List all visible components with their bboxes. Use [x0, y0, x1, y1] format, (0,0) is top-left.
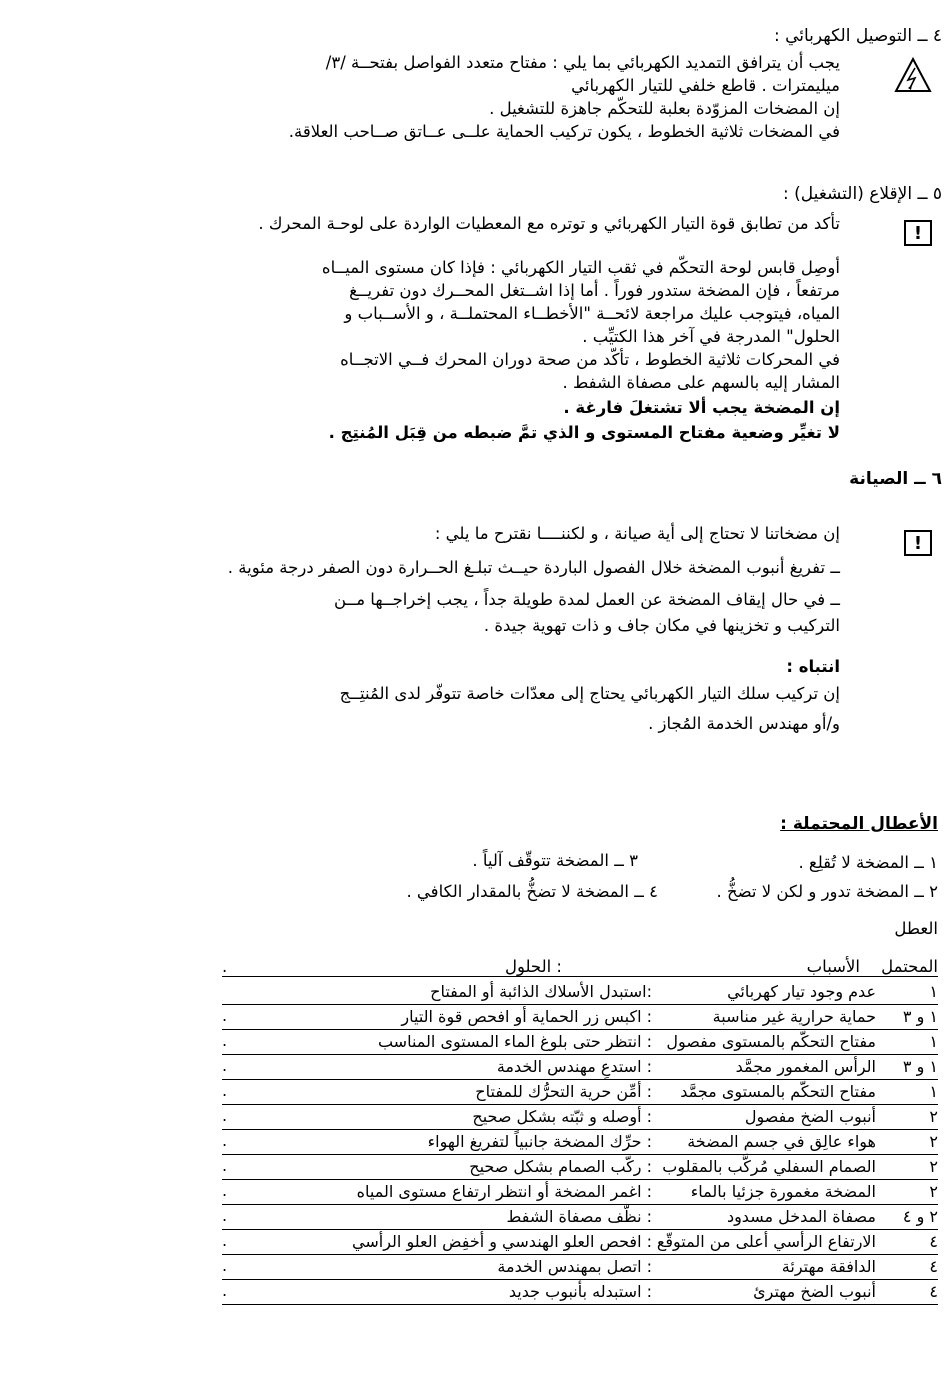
- cause-cell: مفتاح التحكّم بالمستوى مجمَّد: [680, 1082, 876, 1101]
- fault-number: ١ و ٣: [902, 1057, 938, 1076]
- note-title: انتباه :: [786, 657, 840, 676]
- section-5-line: الحلول" المدرجة في آخر هذا الكتيِّب .: [582, 327, 840, 346]
- section-5-line: المشار إليه بالسهم على مصفاة الشفط .: [562, 373, 840, 392]
- table-row: [222, 1055, 938, 1080]
- section-4-line: يجب أن يترافق التمديد الكهربائي بما يلي : مفتاح متعدد الفواصل بفتحــة /٣/: [325, 53, 840, 72]
- table-row: [222, 1280, 938, 1305]
- fault-number: ١ و ٣: [902, 1007, 938, 1026]
- column-header-solutions: : الحلول: [504, 957, 562, 976]
- fault-number: ١: [929, 982, 938, 1001]
- section-6-line: إن مضخاتنا لا تحتاج إلى أية صيانة ، و لكننــــا نقترح ما يلي :: [434, 524, 840, 543]
- section-4-title: ٤ ــ التوصيل الكهربائي :: [773, 26, 942, 46]
- solution-cell: : أوصله و ثبّته بشكل صحيح: [472, 1107, 652, 1126]
- table-row: [222, 1255, 938, 1280]
- section-6-line: التركيب و تخزينها في مكان جاف و ذات تهوية جيدة .: [483, 616, 840, 635]
- electric-hazard-icon: [893, 56, 933, 94]
- cause-cell: الصمام السفلي مُركَّب بالمقلوب: [662, 1157, 876, 1176]
- faults-title: الأعطال المحتملة :: [780, 814, 938, 834]
- solution-cell: : ركّب الصمام بشكل صحيح: [469, 1157, 652, 1176]
- cause-cell: الدافقة مهترئة: [781, 1257, 876, 1276]
- solution-cell: : حرِّك المضخة جانبياً لتفريغ الهواء: [427, 1132, 652, 1151]
- fault-number: ٤: [929, 1282, 938, 1301]
- cause-cell: الارتفاع الرأسي أعلى من المتوقّع: [656, 1232, 876, 1251]
- row-dot: .: [222, 1081, 228, 1100]
- cause-cell: أنبوب الضخ مفصول: [744, 1107, 876, 1126]
- section-5-line: أوصِل قابس لوحة التحكّم في ثقب التيار الكهربائي : فإذا كان مستوى الميــاه: [321, 258, 840, 277]
- section-4-line: ميليمترات . قاطع خلفي للتيار الكهربائي: [571, 76, 840, 95]
- row-dot: .: [222, 1256, 228, 1275]
- fault-number: ١: [929, 1032, 938, 1051]
- section-5-line: مرتفعاً ، فإن المضخة ستدور فوراً . أما إذا اشــتغل المحــرك دون تفريــغ: [349, 281, 840, 300]
- table-top-rule: [222, 976, 938, 977]
- warning-exclamation-icon: !: [904, 530, 932, 556]
- cause-cell: المضخة مغمورة جزئيا بالماء: [690, 1182, 876, 1201]
- table-row: [222, 980, 938, 1005]
- table-row: [222, 1230, 938, 1255]
- section-6-title: ٦ ــ الصيانة: [849, 469, 942, 489]
- row-dot: .: [222, 1156, 228, 1175]
- table-row: [222, 1030, 938, 1055]
- fault-number: ٢: [929, 1132, 938, 1151]
- section-5-warning: لا تغيِّر وضعية مفتاح المستوى و الذي تمَّ ضبطه من قِبَل المُنتِج .: [328, 423, 840, 442]
- solution-cell: : نظّف مصفاة الشفط: [506, 1207, 652, 1226]
- solution-cell: : اكبس زر الحماية أو افحص قوة التيار: [401, 1007, 652, 1026]
- section-5-line: تأكد من تطابق قوة التيار الكهربائي و توتره مع المعطيات الواردة على لوحـة المحرك .: [258, 214, 840, 233]
- fault-item: ١ ــ المضخة لا تُقلِع .: [798, 853, 938, 872]
- column-header-causes: الأسباب: [806, 957, 860, 976]
- fault-item: ٣ ــ المضخة تتوقّف آلياً .: [472, 851, 638, 870]
- solution-cell: : اغمر المضخة أو انتظر ارتفاع مستوى المياه: [356, 1182, 652, 1201]
- row-dot: .: [222, 1106, 228, 1125]
- cause-cell: أنبوب الضخ مهترئ: [753, 1282, 876, 1301]
- section-6-line: ــ تفريغ أنبوب المضخة خلال الفصول الباردة حيــث تبلـغ الحــرارة دون الصفر درجة مئوية .: [227, 558, 840, 577]
- fault-item: ٢ ــ المضخة تدور و لكن لا تضخُّ .: [716, 882, 938, 901]
- solution-cell: : استدعِ مهندس الخدمة: [496, 1057, 652, 1076]
- troubleshooting-table: [222, 980, 938, 1305]
- warning-exclamation-icon: !: [904, 220, 932, 246]
- section-5-line: في المحركات ثلاثية الخطوط ، تأكّد من صحة دوران المحرك فــي الاتجــاه: [340, 350, 840, 369]
- fault-number: ٢ و ٤: [902, 1207, 938, 1226]
- column-header-possible: المحتمل: [881, 957, 938, 976]
- solution-cell: :استبدل الأسلاك الذائبة أو المفتاح: [430, 982, 652, 1001]
- fault-item: ٤ ــ المضخة لا تضخُّ بالمقدار الكافي .: [406, 882, 658, 901]
- row-dot: .: [222, 1031, 228, 1050]
- fault-number: ٤: [929, 1232, 938, 1251]
- solution-cell: : اتصل بمهندس الخدمة: [497, 1257, 652, 1276]
- section-5-line: المياه، فيتوجب عليك مراجعة لائحــة "الأخطــاء المحتملــة ، و الأســباب و: [344, 304, 840, 323]
- section-5-title: ٥ ــ الإقلاع (التشغيل) :: [783, 184, 942, 204]
- fault-number: ٤: [929, 1257, 938, 1276]
- table-row: [222, 1105, 938, 1130]
- fault-number: ١: [929, 1082, 938, 1101]
- header-dot: .: [222, 957, 228, 976]
- table-row: [222, 1005, 938, 1030]
- solution-cell: : أمِّن حرية التحرُّك للمفتاح: [475, 1082, 652, 1101]
- section-6-line: ــ في حال إيقاف المضخة عن العمل لمدة طويلة جداً ، يجب إخراجــها مــن: [333, 590, 840, 609]
- note-line: إن تركيب سلك التيار الكهربائي يحتاج إلى معدّات خاصة تتوفّر لدى المُنتِــج: [339, 684, 840, 703]
- solution-cell: : افحص العلو الهندسي و أخفِض العلو الرأسي: [352, 1232, 652, 1251]
- solution-cell: : استبدله بأنبوب جديد: [508, 1282, 652, 1301]
- table-row: [222, 1080, 938, 1105]
- solution-cell: : انتظر حتى بلوغ الماء المستوى المناسب: [377, 1032, 652, 1051]
- fault-number: ٢: [929, 1157, 938, 1176]
- row-dot: .: [222, 1206, 228, 1225]
- row-dot: .: [222, 1056, 228, 1075]
- row-dot: .: [222, 1131, 228, 1150]
- cause-cell: الرأس المغمور مجمَّد: [735, 1057, 876, 1076]
- cause-cell: مصفاة المدخل مسدود: [726, 1207, 876, 1226]
- fault-number: ٢: [929, 1107, 938, 1126]
- table-row: [222, 1180, 938, 1205]
- note-line: و/أو مهندس الخدمة المُجاز .: [648, 714, 840, 733]
- cause-cell: هواء عالِق في جسم المضخة: [687, 1132, 876, 1151]
- row-dot: .: [222, 1231, 228, 1250]
- section-4-line: في المضخات ثلاثية الخطوط ، يكون تركيب الحماية علــى عــاتق صــاحب العلاقة.: [288, 122, 840, 141]
- table-row: [222, 1155, 938, 1180]
- row-dot: .: [222, 1181, 228, 1200]
- table-row: [222, 1130, 938, 1155]
- section-4-line: إن المضخات المزوّدة بعلبة للتحكّم جاهزة للتشغيل .: [489, 99, 840, 118]
- row-dot: .: [222, 1006, 228, 1025]
- cause-cell: عدم وجود تيار كهربائي: [727, 982, 876, 1001]
- row-dot: .: [222, 1281, 228, 1300]
- column-header-fault: العطل: [894, 919, 938, 938]
- section-5-warning: إن المضخة يجب ألا تشتغلَ فارغة .: [563, 398, 840, 417]
- cause-cell: حماية حرارية غير مناسبة: [712, 1007, 876, 1026]
- cause-cell: مفتاح التحكّم بالمستوى مفصول: [666, 1032, 876, 1051]
- fault-number: ٢: [929, 1182, 938, 1201]
- table-row: [222, 1205, 938, 1230]
